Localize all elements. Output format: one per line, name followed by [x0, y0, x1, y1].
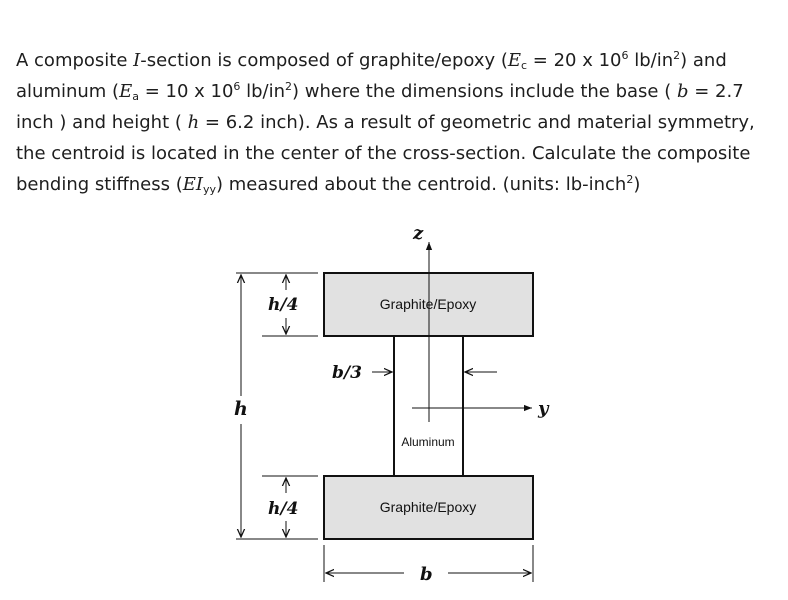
dim-top-h4-label: h/4 [268, 295, 299, 315]
top-flange-material-label: Graphite/Epoxy [379, 296, 477, 312]
dim-h-label: h [234, 398, 248, 420]
dim-b-label: b [420, 564, 433, 585]
dim-bottom-h4-label: h/4 [268, 499, 299, 519]
text-segment: A composite [16, 50, 134, 71]
text-segment: = 6.2 inch). As a result of geometric and material symmetry, the centroid is located in the center of the cross-section. Calculate the composite bending stiffness ( [16, 112, 755, 195]
exponent: 2 [285, 80, 293, 93]
text-segment: ) measured about the centroid. (units: lb-inch [216, 174, 627, 195]
base-symbol: b [676, 81, 689, 102]
web-material-label: Aluminum [401, 435, 455, 449]
text-segment: = 20 x 10 [527, 50, 622, 71]
text-segment: lb/in [628, 50, 674, 71]
modulus-graphite-symbol: E [507, 50, 522, 71]
exponent: 2 [626, 173, 634, 186]
i-section-symbol: I [133, 50, 141, 71]
text-segment: lb/in [240, 81, 286, 102]
exponent: 6 [233, 80, 241, 93]
height-symbol: h [187, 112, 200, 133]
bottom-flange-material-label: Graphite/Epoxy [379, 499, 477, 515]
text-segment: ) and aluminum ( [16, 50, 727, 102]
text-segment: -section is composed of graphite/epoxy ( [140, 50, 508, 71]
y-axis-label: y [538, 398, 549, 419]
bending-stiffness-subscript: yy [202, 183, 216, 196]
exponent: 2 [673, 49, 681, 62]
z-axis-label: z [413, 223, 424, 244]
modulus-aluminum-symbol: E [119, 81, 133, 102]
modulus-aluminum-subscript: a [132, 90, 139, 103]
text-segment: = 10 x 10 [138, 81, 234, 102]
exponent: 6 [621, 49, 629, 62]
dim-b3-label: b/3 [332, 363, 362, 383]
modulus-graphite-subscript: c [521, 59, 528, 72]
text-segment: ) [633, 174, 641, 195]
text-segment: ) where the dimensions include the base ( [292, 81, 677, 102]
bending-stiffness-symbol: EI [182, 174, 203, 195]
text-segment: = 2.7 inch ) and height ( [16, 81, 744, 133]
